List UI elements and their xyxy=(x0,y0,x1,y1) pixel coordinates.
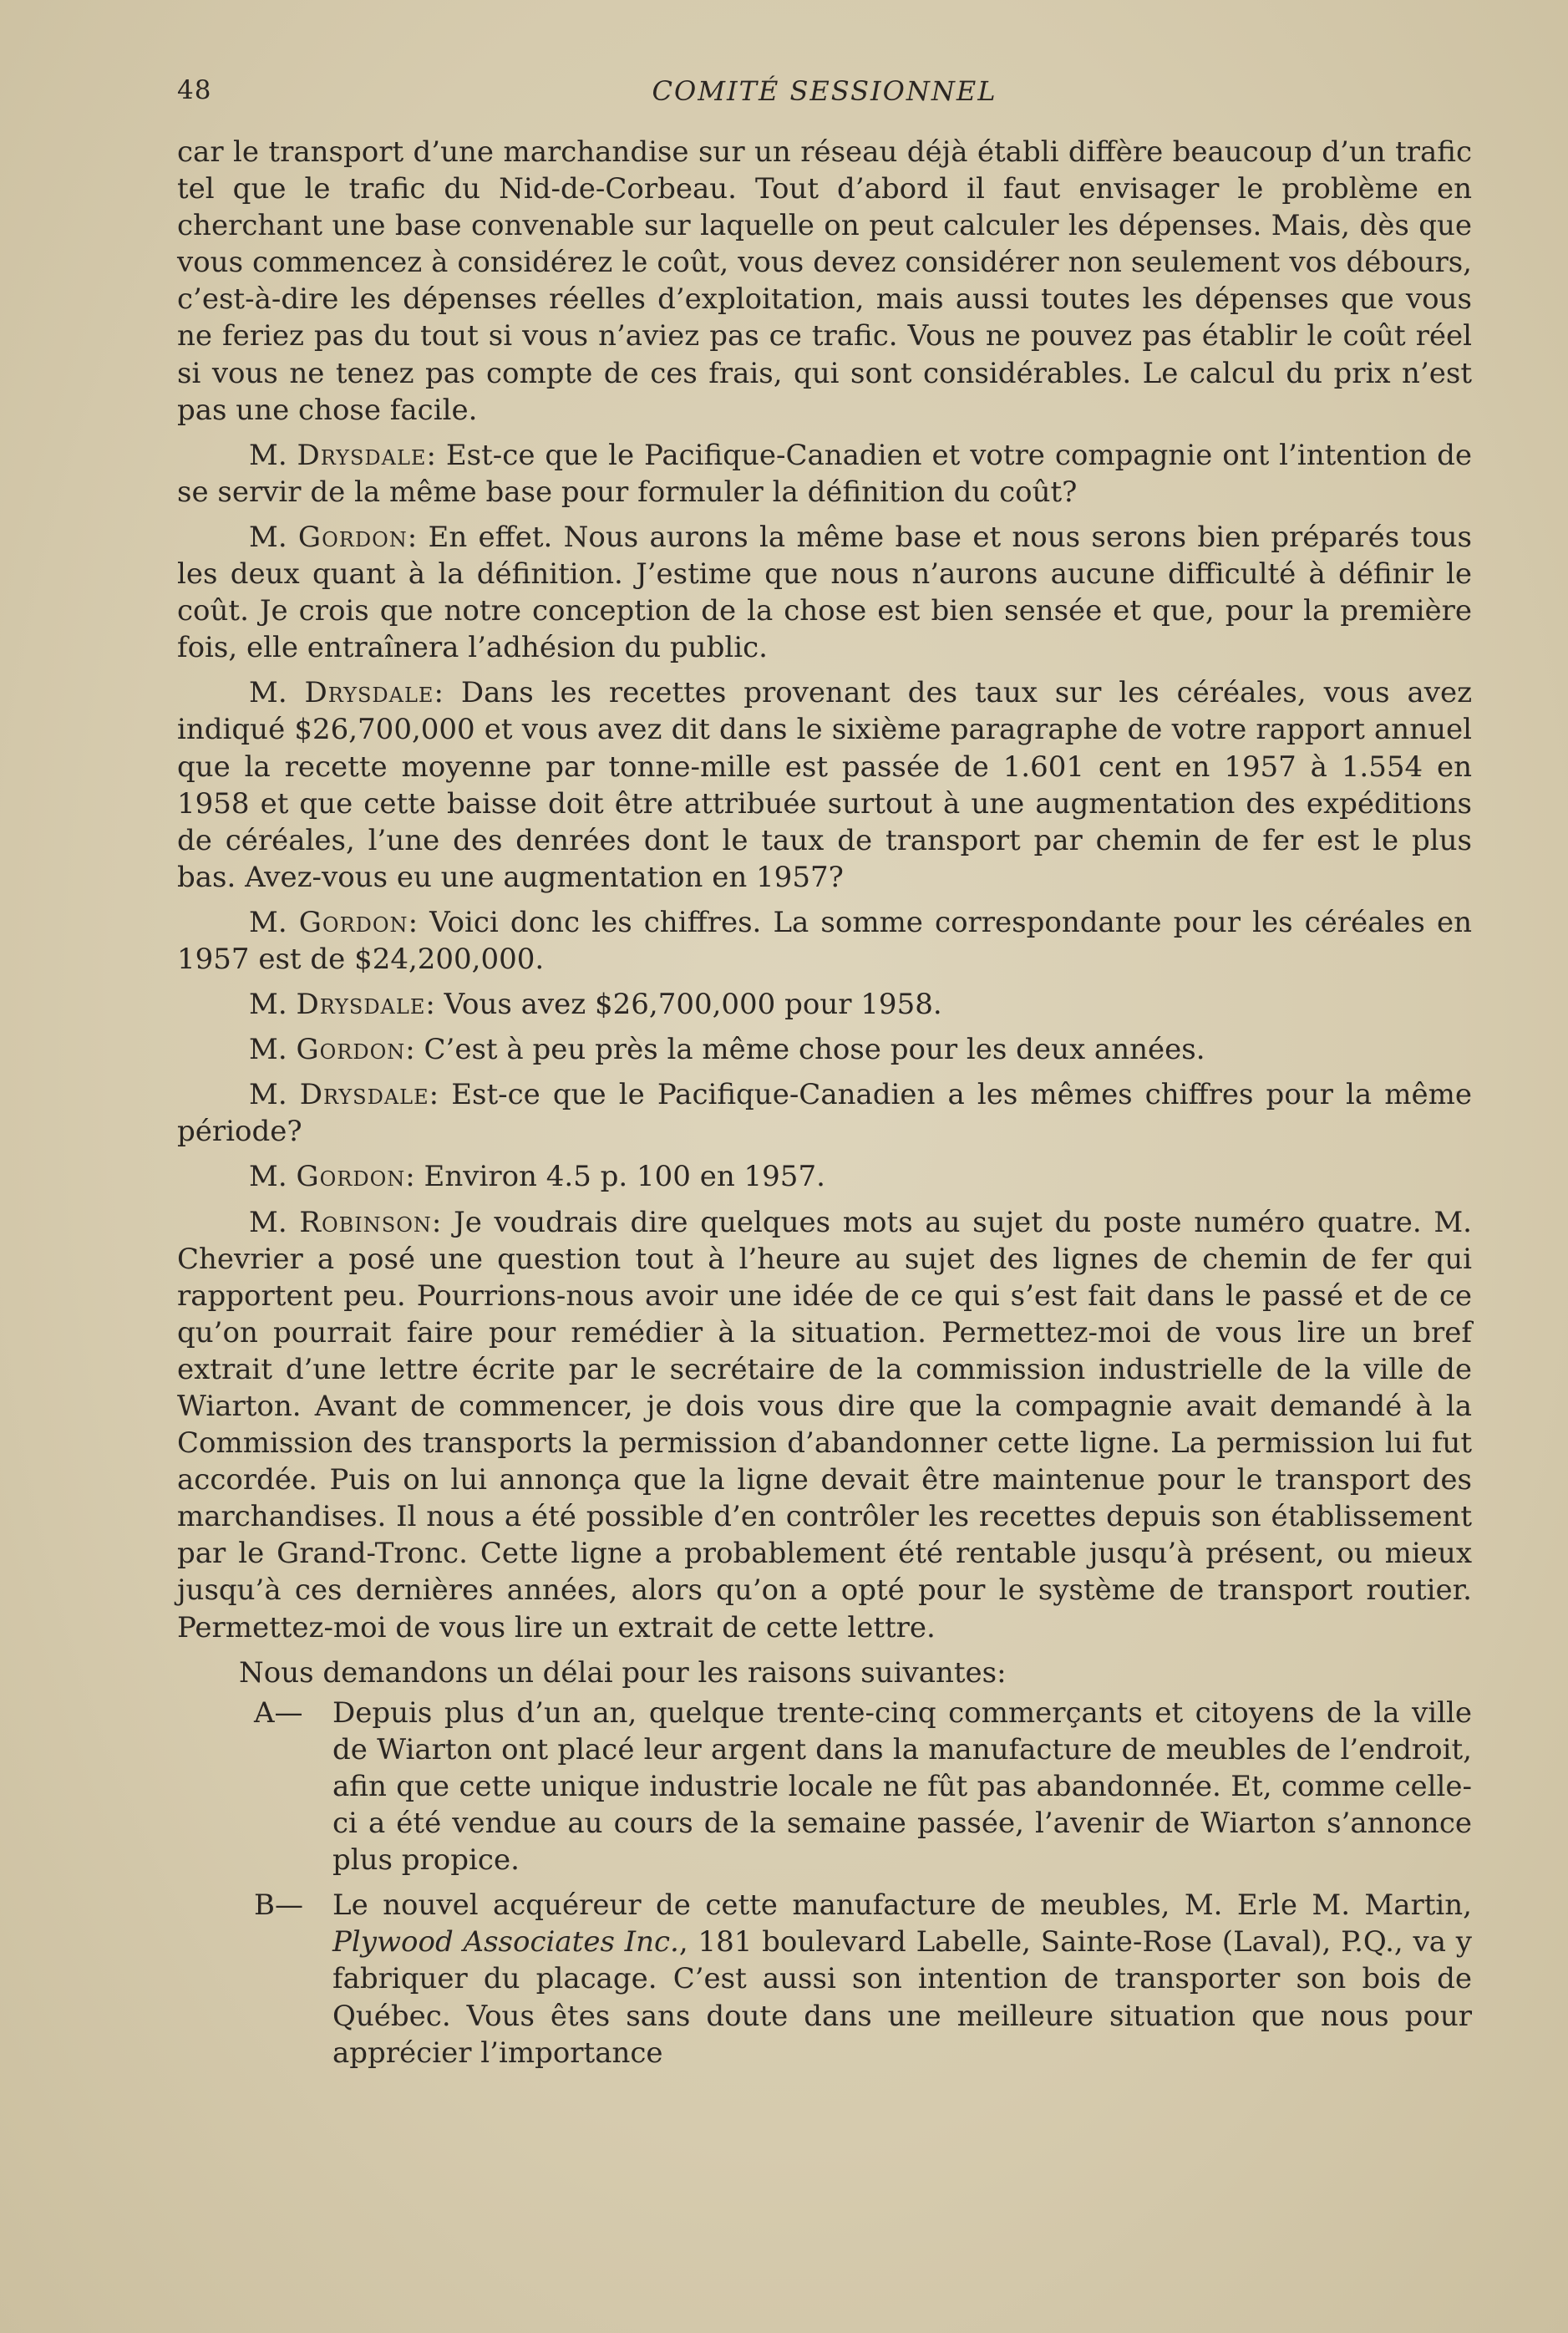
speaker-title: M. xyxy=(249,438,287,472)
body-text xyxy=(177,134,1472,2071)
speech-text: C’est à peu près la même chose pour les deux années. xyxy=(424,1033,1205,1067)
speech-text: Vous avez $26,700,000 pour 1958. xyxy=(444,988,942,1022)
speech-text: Environ 4.5 p. 100 en 1957. xyxy=(424,1160,825,1194)
document-page xyxy=(177,69,1472,2080)
speech-text: Est-ce que le Pacifique-Canadien a les mêmes chiffres pour la même période? xyxy=(177,1078,1472,1149)
speaker-title: M. xyxy=(249,905,287,939)
list-marker: A— xyxy=(254,1695,303,1730)
speaker-title: M. xyxy=(249,1078,287,1112)
exchange-paragraph: M. Drysdale: Dans les recettes provenant des taux sur les céréales, vous avez indiqué $26,700,000 et vous avez dit dans le sixième paragraphe de votre rapport annuel que la recette moyenne par tonne-mille est passée de 1.601 cent en 1957 à 1.554 en 1958 et que cette baisse doit être attribuée surtout à une augmentation des expéditions de céréales, l’une des denrées dont le taux de transport par chemin de fer est le plus bas. Avez-vous eu une augmentation en 1957? xyxy=(177,676,1473,894)
letter-item-b xyxy=(177,1887,1472,2071)
letter-intro: Nous demandons un délai pour les raisons suivantes: xyxy=(239,1655,1007,1690)
list-marker: B— xyxy=(254,1888,303,1923)
page-number: 48 xyxy=(177,75,212,105)
exchange-paragraph: M. Gordon: En effet. Nous aurons la même base et nous serons bien préparés tous les deux quant à la définition. J’estime que nous n’aurons aucune difficulté à définir le coût. Je crois que notre conception de la chose est bien sensée et que, pour la première fois, elle entraînera l’adhésion du public. xyxy=(177,520,1473,665)
speaker-name: Gordon xyxy=(296,1160,406,1194)
speech-text: Est-ce que le Pacifique-Canadien et votre compagnie ont l’intention de se servir de la même base pour formuler la définition du coût? xyxy=(177,438,1473,509)
speaker-title: M. xyxy=(249,988,287,1022)
speaker-title: M. xyxy=(249,1160,287,1194)
speech-text: Dans les recettes provenant des taux sur les céréales, vous avez indiqué $26,700,000 et vous avez dit dans le sixième paragraphe de votre rapport annuel que la recette moyenne par tonne-mille est passée de 1.601 cent en 1957 à 1.554 en 1958 et que cette baisse doit être attribuée surtout à une augmentation des expéditions de céréales, l’une des denrées dont le taux de transport par chemin de fer est le plus bas. Avez-vous eu une augmentation en 1957? xyxy=(177,676,1473,894)
speech-text: En effet. Nous aurons la même base et nous serons bien préparés tous les deux quant à la définition. J’estime que nous n’aurons aucune difficulté à définir le coût. Je crois que notre conception de la chose est bien sensée et que, pour la première fois, elle entraînera l’adhésion du public. xyxy=(177,520,1473,665)
exchange-paragraph: M. Gordon: Voici donc les chiffres. La somme correspondante pour les céréales en 1957 est de $24,200,000. xyxy=(177,905,1472,976)
list-item-text: , 181 boulevard Labelle, Sainte-Rose (Laval), P.Q., va y fabriquer du placage. C’est aussi son intention de transporter son bois de Québec. Vous êtes sans doute dans une meilleure situation que nous pour apprécier l’importance xyxy=(332,1925,1472,2070)
speaker-name: Drysdale xyxy=(297,438,427,472)
speaker-title: M. xyxy=(249,520,287,554)
speaker-name: Gordon xyxy=(297,520,408,554)
letter-item-a xyxy=(177,1695,1472,1878)
list-item-text: Le nouvel acquéreur de cette manufacture de meubles, M. Erle M. Martin, xyxy=(332,1888,1472,1923)
exchange-paragraph: M. Drysdale: Est-ce que le Pacifique-Canadien a les mêmes chiffres pour la même période? xyxy=(177,1078,1472,1149)
exchange-paragraph: M. Drysdale: Vous avez $26,700,000 pour 1958. xyxy=(249,988,942,1022)
speaker-title: M. xyxy=(249,1205,287,1239)
list-item-text: Depuis plus d’un an, quelque trente-cinq commerçants et citoyens de la ville de Wiarton ont placé leur argent dans la manufacture de meubles de l’endroit, afin que cette unique industrie locale ne fût pas abandonnée. Et, comme celle-ci a été vendue au cours de la semaine passée, l’avenir de Wiarton s’annonce plus propice. xyxy=(332,1695,1472,1878)
opening-paragraph: car le transport d’une marchandise sur un réseau déjà établi diffère beaucoup d’un trafic tel que le trafic du Nid-de-Corbeau. Tout d’abord il faut envisager le problème en cherchant une base convenable sur laquelle on peut calculer les dépenses. Mais, dès que vous commencez à considérez le coût, vous devez considérer non seulement vos débours, c’est-à-dire les dépenses réelles d’exploitation, mais aussi toutes les dépenses que vous ne feriez pas du tout si vous n’aviez pas ce trafic. Vous ne pouvez pas établir le coût réel si vous ne tenez pas compte de ces frais, qui sont considérables. Le calcul du prix n’est pas une chose facile. xyxy=(177,135,1472,427)
running-head: COMITÉ SESSIONNEL xyxy=(652,75,997,107)
page-header xyxy=(177,69,1472,119)
exchange-paragraph: M. Drysdale: Est-ce que le Pacifique-Canadien et votre compagnie ont l’intention de se servir de la même base pour formuler la définition du coût? xyxy=(177,438,1473,509)
speaker-title: M. xyxy=(249,676,287,710)
speaker-name: Robinson xyxy=(299,1205,432,1239)
speaker-name: Drysdale xyxy=(299,1078,429,1112)
speaker-name: Gordon xyxy=(296,1033,406,1067)
speech-text: Voici donc les chiffres. La somme correspondante pour les céréales en 1957 est de $24,200,000. xyxy=(177,905,1472,976)
exchange-paragraph: M. Gordon: Environ 4.5 p. 100 en 1957. xyxy=(249,1160,825,1194)
speaker-name: Drysdale xyxy=(296,988,426,1022)
company-name: Plywood Associates Inc. xyxy=(332,1925,679,1959)
speech-text: Je voudrais dire quelques mots au sujet du poste numéro quatre. M. Chevrier a posé une question tout à l’heure au sujet des lignes de chemin de fer qui rapportent peu. Pourrions-nous avoir une idée de ce qui s’est fait dans le passé et de ce qu’on pourrait faire pour remédier à la situation. Permettez-moi de vous lire un bref extrait d’une lettre écrite par le secrétaire de la commission industrielle de la ville de Wiarton. Avant de commencer, je dois vous dire que la compagnie avait demandé à la Commission des transports la permission d’abandonner cette ligne. La permission lui fut accordée. Puis on lui annonça que la ligne devait être maintenue pour le transport des marchandises. Il nous a été possible d’en contrôler les recettes depuis son établissement par le Grand-Tronc. Cette ligne a probablement été rentable jusqu’à présent, ou mieux jusqu’à ces dernières années, alors qu’on a opté pour le système de transport routier. Permettez-moi de vous lire un extrait de cette lettre. xyxy=(177,1205,1472,1644)
exchange-paragraph: M. Gordon: C’est à peu près la même chose pour les deux années. xyxy=(249,1033,1205,1067)
exchange-paragraph: M. Robinson: Je voudrais dire quelques mots au sujet du poste numéro quatre. M. Chevrier a posé une question tout à l’heure au sujet des lignes de chemin de fer qui rapportent peu. Pourrions-nous avoir une idée de ce qui s’est fait dans le passé et de ce qu’on pourrait faire pour remédier à la situation. Permettez-moi de vous lire un bref extrait d’une lettre écrite par le secrétaire de la commission industrielle de la ville de Wiarton. Avant de commencer, je dois vous dire que la compagnie avait demandé à la Commission des transports la permission d’abandonner cette ligne. La permission lui fut accordée. Puis on lui annonça que la ligne devait être maintenue pour le transport des marchandises. Il nous a été possible d’en contrôler les recettes depuis son établissement par le Grand-Tronc. Cette ligne a probablement été rentable jusqu’à présent, ou mieux jusqu’à ces dernières années, alors qu’on a opté pour le système de transport routier. Permettez-moi de vous lire un extrait de cette lettre. xyxy=(177,1205,1472,1644)
speaker-title: M. xyxy=(249,1033,287,1067)
speaker-name: Gordon xyxy=(298,905,408,939)
speaker-name: Drysdale xyxy=(304,676,434,710)
